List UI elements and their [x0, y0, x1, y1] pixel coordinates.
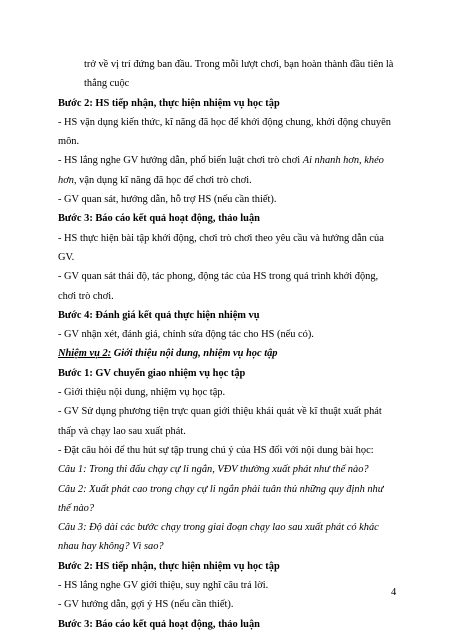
page-number: 4	[391, 587, 397, 598]
paragraph-hs-game-prefix: - HS lắng nghe GV hướng dẫn, phổ biến luật chơi trò chơi	[58, 155, 303, 167]
paragraph-hs-exercise: - HS thực hiện bài tập khởi động, chơi trò chơi theo yêu cầu và hướng dẫn của GV.	[58, 232, 384, 263]
paragraph-rule-continuation: trở về vị trí đứng ban đầu. Trong mỗi lượt chơi, bạn hoàn thành đầu tiên là thắng cuộc	[84, 59, 394, 90]
paragraph-gv-guide: - GV hướng dẫn, gợi ý HS (nếu cần thiết).	[58, 599, 234, 611]
task-2-title: Giới thiệu nội dung, nhiệm vụ học tập	[111, 348, 278, 360]
step-1-heading: Bước 1: GV chuyển giao nhiệm vụ học tập	[58, 367, 246, 379]
paragraph-hs-game	[58, 151, 398, 190]
step-2-heading: Bước 2: HS tiếp nhận, thực hiện nhiệm vụ học tập	[58, 97, 280, 109]
question-2: Câu 2: Xuất phát cao trong chạy cự li ngắn phải tuân thủ những quy định như thế nào?	[58, 483, 384, 514]
game-name: Ai nhanh hơn, khéo hơn	[58, 155, 384, 186]
document-body	[58, 55, 398, 634]
step-2-heading-b: Bước 2: HS tiếp nhận, thực hiện nhiệm vụ học tập	[58, 560, 280, 572]
task-2-heading	[58, 344, 398, 363]
paragraph-gv-support: - GV quan sát, hướng dẫn, hỗ trợ HS (nếu cần thiết).	[58, 194, 277, 206]
question-3: Câu 3: Độ dài các bước chạy trong giai đoạn chạy lao sau xuất phát có khác nhau hay không? Vì sao?	[58, 522, 379, 553]
step-4-heading: Bước 4: Đánh giá kết quả thực hiện nhiệm vụ	[58, 309, 260, 321]
paragraph-hs-game-suffix: , vận dụng kĩ năng đã học để chơi trò chơi.	[73, 174, 252, 186]
step-3-heading-b: Bước 3: Báo cáo kết quả hoạt động, thảo luận	[58, 618, 260, 630]
step-3-heading: Bước 3: Báo cáo kết quả hoạt động, thảo luận	[58, 213, 260, 225]
paragraph-gv-review: - GV nhận xét, đánh giá, chỉnh sửa động tác cho HS (nếu có).	[58, 329, 314, 341]
paragraph-gv-observe: - GV quan sát thái độ, tác phong, động tác của HS trong quá trình khởi động, chơi trò chơi.	[58, 271, 379, 302]
paragraph-hs-warmup: - HS vận dụng kiến thức, kĩ năng đã học để khởi động chung, khởi động chuyên môn.	[58, 116, 391, 148]
paragraph-ask-questions: - Đặt câu hỏi để thu hút sự tập trung chú ý của HS đối với nội dung bài học:	[58, 444, 374, 456]
question-1: Câu 1: Trong thi đấu chạy cự li ngắn, VĐV thường xuất phát như thế nào?	[58, 464, 369, 476]
task-2-label: Nhiệm vụ 2:	[58, 348, 112, 360]
paragraph-hs-listen: - HS lắng nghe GV giới thiệu, suy nghĩ câu trả lời.	[58, 580, 269, 592]
paragraph-visual-aids: - GV Sử dụng phương tiện trực quan giới thiệu khái quát về kĩ thuật xuất phát thấp và chạy lao sau xuất phát.	[58, 406, 382, 437]
paragraph-introduce-content: - Giới thiệu nội dung, nhiệm vụ học tập.	[58, 387, 226, 399]
